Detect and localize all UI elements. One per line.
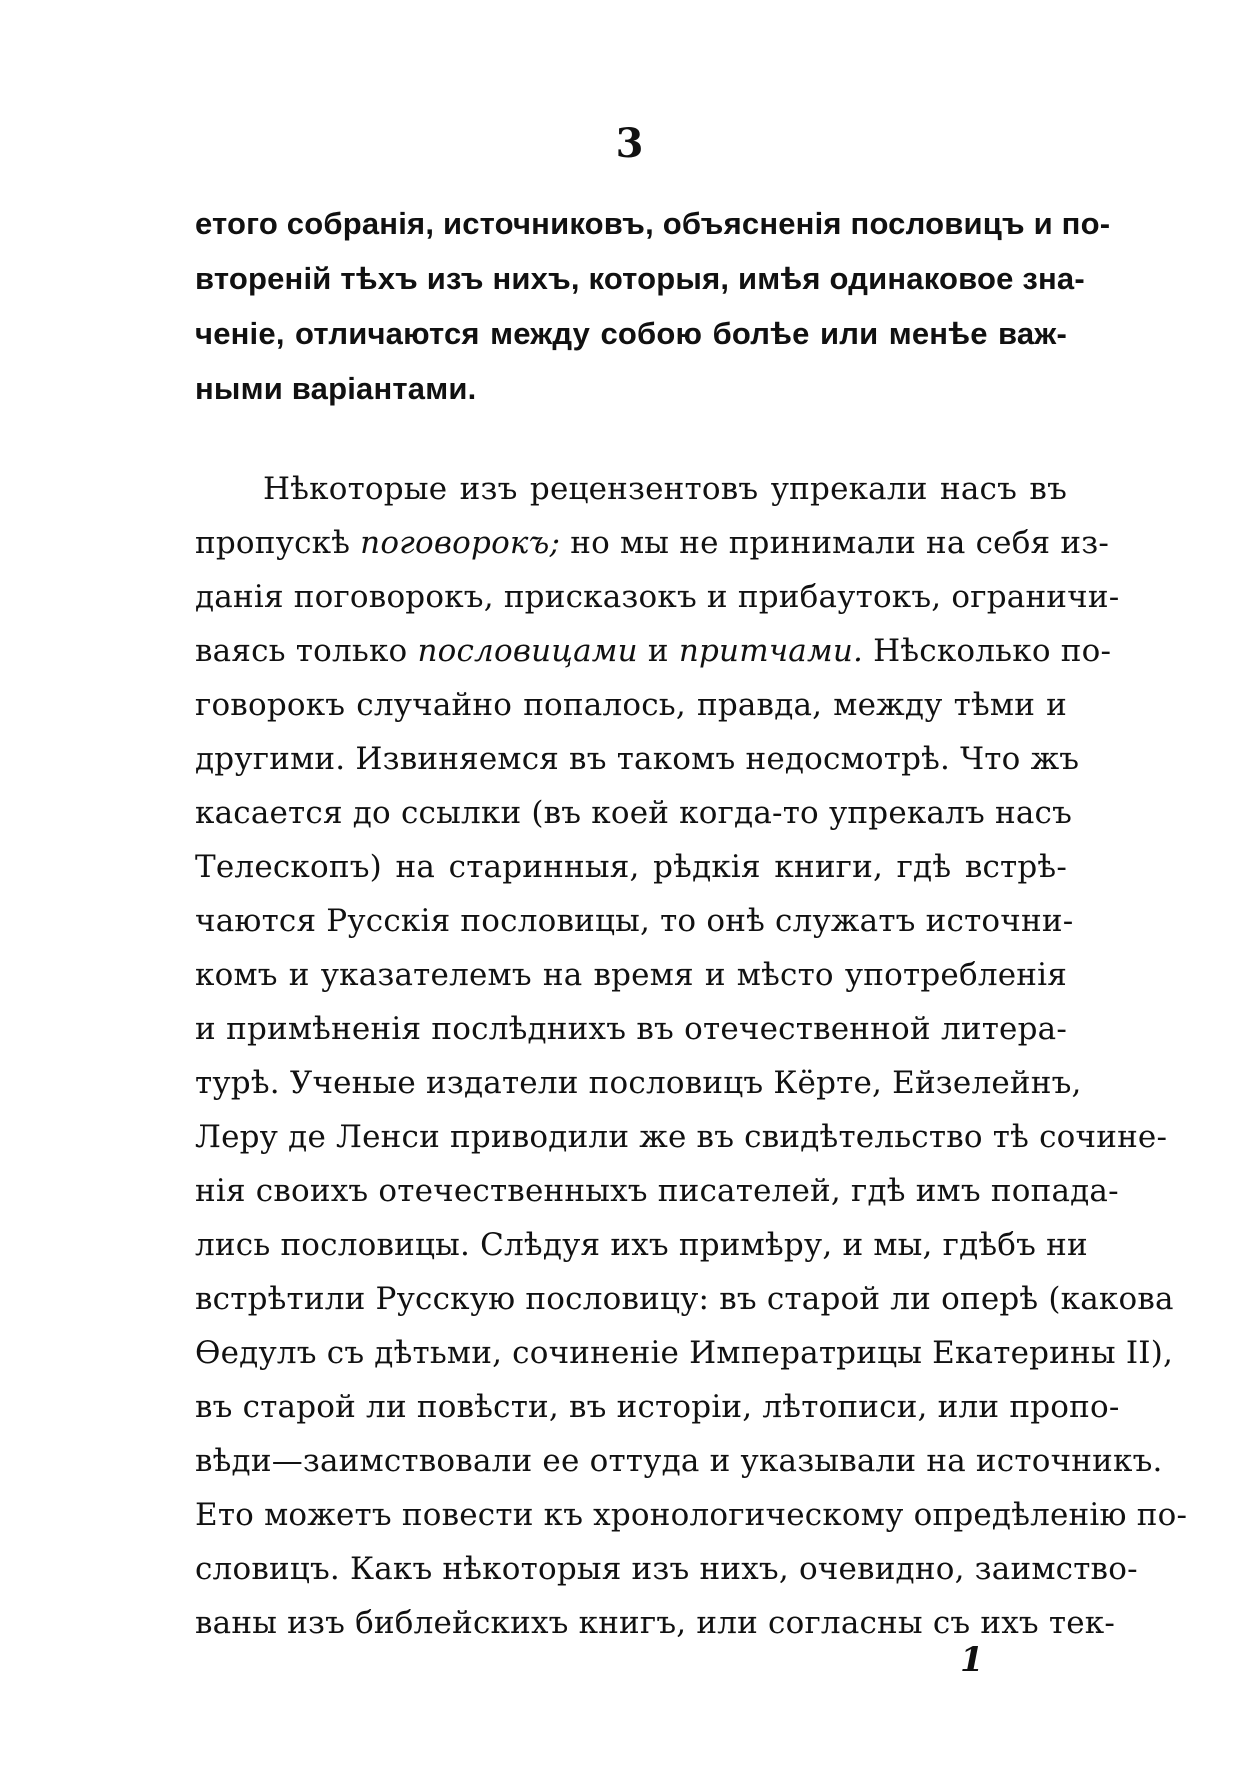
paragraph-2-line: говорокъ случайно попалось, правда, между тѣми и — [195, 687, 1067, 723]
paragraph-1-line: етого собранія, источниковъ, объясненія пословицъ и по- — [195, 206, 1111, 241]
paragraph-2-line: нія своихъ отечественныхъ писателей, гдѣ имъ попада- — [195, 1173, 1119, 1209]
paragraph-2-line: въ старой ли повѣсти, въ исторіи, лѣтописи, или пропо- — [195, 1389, 1120, 1425]
paragraph-2-line: касается до ссылки (въ коей когда-то упрекалъ насъ — [195, 795, 1073, 831]
italic-term: пословицами — [417, 633, 638, 669]
paragraph-2-line: чаются Русскія пословицы, то онѣ служатъ источни- — [195, 903, 1074, 939]
paragraph-2-line — [195, 516, 1110, 570]
paragraph-2-line: ваны изъ библейскихъ книгъ, или согласны съ ихъ тек- — [195, 1605, 1116, 1641]
paragraph-2-line: другими. Извиняемся въ такомъ недосмотрѣ. Что жъ — [195, 741, 1080, 777]
page-number: 3 — [615, 120, 644, 167]
paragraph-2 — [195, 462, 1188, 1650]
paragraph-1-line: ченіе, отличаются между собою болѣе или менѣе важ- — [195, 316, 1067, 351]
paragraph-2-line: и примѣненія послѣднихъ въ отечественной литера- — [195, 1011, 1067, 1047]
paragraph-2-line: Ето можетъ повести къ хронологическому опредѣленію по- — [195, 1497, 1188, 1533]
italic-term: притчами. — [678, 633, 864, 669]
text-run: но мы не принимали на себя из- — [560, 525, 1110, 561]
paragraph-1-line: ными варіантами. — [195, 371, 477, 406]
italic-term: поговорокъ; — [360, 525, 561, 561]
paragraph-2-line — [195, 624, 1112, 678]
paragraph-2-line: словицъ. Какъ нѣкоторыя изъ нихъ, очевидно, заимство- — [195, 1551, 1138, 1587]
paragraph-2-line: Нѣкоторые изъ рецензентовъ упрекали насъ въ — [263, 471, 1067, 507]
text-run: и — [637, 633, 679, 669]
paragraph-2-line: турѣ. Ученые издатели пословицъ Кёрте, Ейзелейнъ, — [195, 1065, 1082, 1101]
paragraph-1-line: втореній тѣхъ изъ нихъ, которыя, имѣя одинаковое зна- — [195, 261, 1085, 296]
paragraph-2-line: данія поговорокъ, присказокъ и прибаутокъ, ограничи- — [195, 579, 1120, 615]
paragraph-2-line: встрѣтили Русскую пословицу: въ старой ли оперѣ (какова — [195, 1281, 1174, 1317]
paragraph-2-line: лись пословицы. Слѣдуя ихъ примѣру, и мы, гдѣбъ ни — [195, 1227, 1088, 1263]
paragraph-1 — [195, 196, 1111, 416]
paragraph-2-line: Ѳедулъ съ дѣтьми, сочиненіе Императрицы Екатерины II), — [195, 1335, 1174, 1371]
paragraph-2-line: Леру де Ленси приводили же въ свидѣтельство тѣ сочине- — [195, 1119, 1168, 1155]
paragraph-2-line: Телескопъ) на старинныя, рѣдкія книги, гдѣ встрѣ- — [195, 849, 1067, 885]
signature-mark: 1 — [960, 1640, 984, 1680]
text-run: Нѣсколько по- — [863, 633, 1112, 669]
paragraph-2-line: вѣди—заимствовали ее оттуда и указывали на источникъ. — [195, 1443, 1163, 1479]
paragraph-2-line: комъ и указателемъ на время и мѣсто употребленія — [195, 957, 1067, 993]
text-run: ваясь только — [195, 633, 418, 669]
text-run: пропускѣ — [195, 525, 361, 561]
